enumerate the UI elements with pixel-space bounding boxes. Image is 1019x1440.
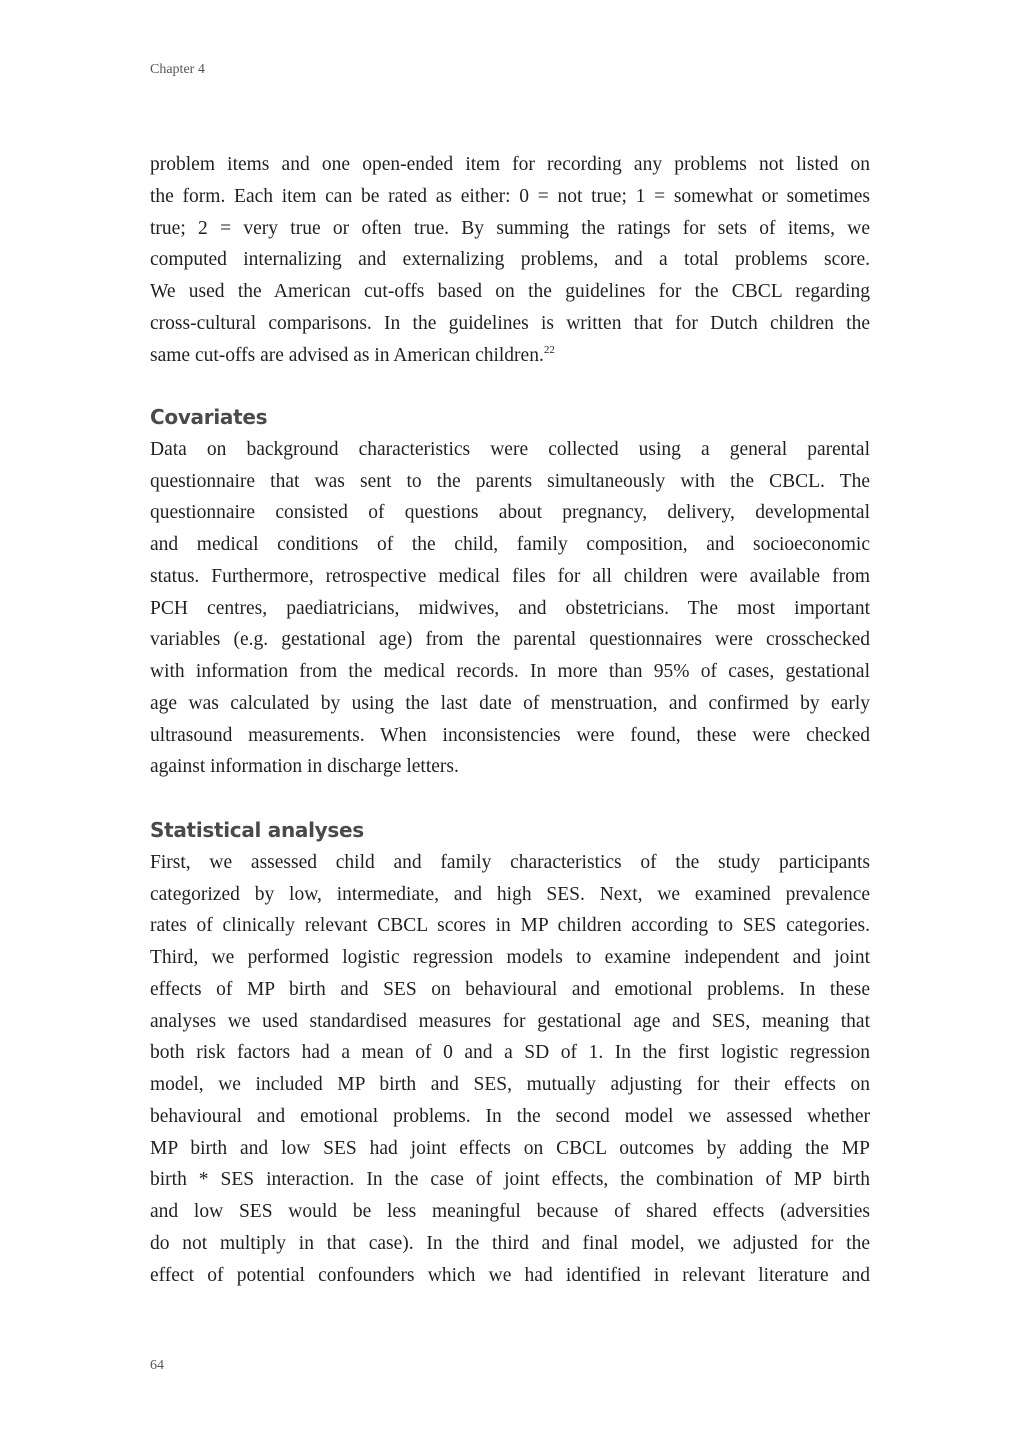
text-line (150, 497, 870, 529)
text-line (150, 593, 870, 625)
text-line (150, 1037, 870, 1069)
text-line (150, 561, 870, 593)
text-line (150, 688, 870, 720)
footnote-reference: 22 (543, 343, 555, 356)
text-line (150, 529, 870, 561)
text-line (150, 434, 870, 466)
section-statistical-analyses (150, 815, 870, 1291)
text-line-content: the form. Each item can be rated as either: 0 = not true; 1 = somewhat or sometimes (150, 185, 870, 207)
text-line-content: rates of clinically relevant CBCL scores in MP children according to SES categories. (150, 915, 870, 937)
text-line-content: cross-cultural comparisons. In the guidelines is written that for Dutch children the (150, 312, 870, 334)
text-line-content: birth * SES interaction. In the case of joint effects, the combination of MP birth (150, 1169, 870, 1191)
text-line-content: with information from the medical records. In more than 95% of cases, gestational (150, 661, 870, 682)
text-line-content: do not multiply in that case). In the third and final model, we adjusted for the (150, 1232, 870, 1254)
text-line-content: Third, we performed logistic regression models to examine independent and joint (150, 947, 870, 968)
text-line (150, 879, 870, 911)
text-line-content: effects of MP birth and SES on behavioural and emotional problems. In these (150, 978, 870, 1000)
text-line (150, 1101, 870, 1133)
text-line (150, 656, 870, 688)
section-heading: Covariates (150, 405, 268, 429)
text-line-content: and medical conditions of the child, family composition, and socioeconomic (150, 534, 870, 555)
text-line (150, 720, 870, 752)
text-line (150, 244, 870, 276)
text-line (150, 149, 870, 181)
text-line-content: effect of potential confounders which we had identified in relevant literature and (150, 1264, 870, 1286)
text-line-content: We used the American cut-offs based on the guidelines for the CBCL regarding (150, 281, 870, 302)
text-line-content: problem items and one open-ended item for recording any problems not listed on (150, 154, 870, 175)
paragraph-cbcl-scoring (150, 149, 870, 371)
text-line (150, 910, 870, 942)
text-line-content: age was calculated by using the last date of menstruation, and confirmed by early (150, 692, 870, 714)
text-line (150, 942, 870, 974)
text-line (150, 624, 870, 656)
text-line-content: both risk factors had a mean of 0 and a SD of 1. In the first logistic regression (150, 1042, 870, 1064)
running-header: Chapter 4 (150, 62, 205, 77)
text-line-content: MP birth and low SES had joint effects on CBCL outcomes by adding the MP (150, 1137, 870, 1159)
text-line-content: against information in discharge letters. (150, 756, 459, 778)
text-line (150, 1069, 870, 1101)
text-line-content: same cut-offs are advised as in American children. (150, 344, 544, 366)
text-line (150, 466, 870, 498)
page-number: 64 (150, 1358, 164, 1373)
text-line (150, 276, 870, 308)
text-line (150, 751, 870, 783)
text-line-content: questionnaire consisted of questions about pregnancy, delivery, developmental (150, 502, 870, 524)
text-line-content: true; 2 = very true or often true. By summing the ratings for sets of items, we (150, 217, 870, 239)
text-line-content: status. Furthermore, retrospective medical files for all children were available from (150, 565, 870, 587)
text-line-content: Data on background characteristics were collected using a general parental (150, 438, 870, 460)
text-line-content: computed internalizing and externalizing problems, and a total problems score. (150, 249, 870, 271)
text-line (150, 1228, 870, 1260)
text-line-content: model, we included MP birth and SES, mutually adjusting for their effects on (150, 1074, 870, 1095)
text-line-content: and low SES would be less meaningful because of shared effects (adversities (150, 1201, 870, 1222)
text-line (150, 1164, 870, 1196)
text-line-content: PCH centres, paediatricians, midwives, and obstetricians. The most important (150, 597, 870, 619)
text-line (150, 1260, 870, 1292)
text-line-content: behavioural and emotional problems. In the second model we assessed whether (150, 1105, 870, 1127)
text-line (150, 1196, 870, 1228)
section-heading: Statistical analyses (150, 818, 364, 842)
text-line-content: ultrasound measurements. When inconsistencies were found, these were checked (150, 724, 870, 746)
text-line (150, 974, 870, 1006)
text-line-content: analyses we used standardised measures for gestational age and SES, meaning that (150, 1010, 870, 1032)
text-line (150, 847, 870, 879)
text-line-content: categorized by low, intermediate, and high SES. Next, we examined prevalence (150, 883, 870, 905)
text-line (150, 213, 870, 245)
text-line (150, 340, 870, 372)
section-covariates (150, 402, 870, 783)
text-line-content: First, we assessed child and family characteristics of the study participants (150, 851, 870, 873)
text-line-content: variables (e.g. gestational age) from the parental questionnaires were crosschecked (150, 629, 870, 651)
text-line (150, 181, 870, 213)
text-line-content: questionnaire that was sent to the parents simultaneously with the CBCL. The (150, 470, 870, 492)
text-line (150, 1133, 870, 1165)
text-line (150, 1006, 870, 1038)
text-line (150, 308, 870, 340)
